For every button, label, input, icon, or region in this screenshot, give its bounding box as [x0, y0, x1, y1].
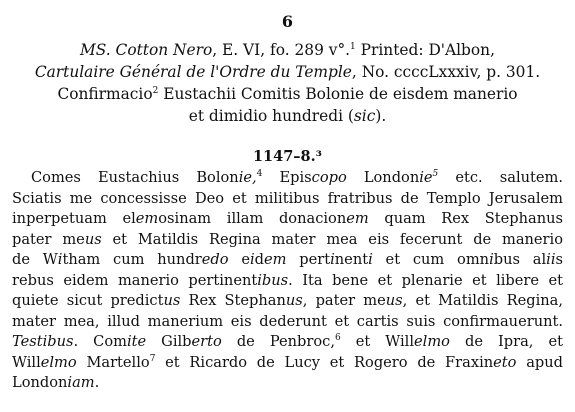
body-line-2: Sciatis me concessisse Deo et militibus fratribus de Templo Jerusalem [12, 189, 563, 207]
heading-line-2: Cartulaire Général de l'Ordre du Temple, No. ccccLxxxiv, p. 301. [34, 63, 541, 81]
body-line-7: quiete sicut predictus Rex Stephanus, pater meus, et Matildis Regina, [12, 292, 563, 309]
heading-line-3: Confirmacio$^2$ Eustachii Comitis Bolonie de eisdem manerio [57, 85, 518, 103]
charter-date: 1147–8.³ [252, 148, 323, 165]
body-line-6: rebus eidem manerio pertinentibus. Ita bene et plenarie et libere et [12, 271, 564, 289]
body-line-9: Testibus. Comite Gilberto de Penbroc,$^6$ et Willelmo de Ipra, et [12, 333, 563, 350]
body-line-4: pater meus et Matildis Regina mater mea eis fecerunt de manerio [12, 230, 563, 248]
body-line-1: Comes Eustachius Bolonie,$^4$ Episcopo Londonie$^5$ etc. salutem. [31, 169, 564, 186]
body-line-5: de Witham cum hundredo eidem pertinenti et cum omnibus aliis [12, 251, 564, 268]
charter-body [12, 168, 563, 394]
body-line-11: Londoniam. [12, 374, 100, 391]
body-line-8: mater mea, illud manerium eis dederunt et cartis suis confirmauerunt. [12, 312, 563, 330]
heading-line-4: et dimidio hundredi (sic). [188, 107, 387, 125]
body-line-3: inperpetuam elemosinam illam donacionem quam Rex Stephanus [12, 210, 563, 227]
charter-number: 6 [281, 12, 294, 31]
heading-line-1: MS. Cotton Nero, E. VI, fo. 289 v°.$^1$ Printed: D'Albon, [80, 41, 495, 59]
body-line-10: Willelmo Martello$^7$ et Ricardo de Lucy et Rogero de Fraxineto apud [12, 353, 563, 371]
